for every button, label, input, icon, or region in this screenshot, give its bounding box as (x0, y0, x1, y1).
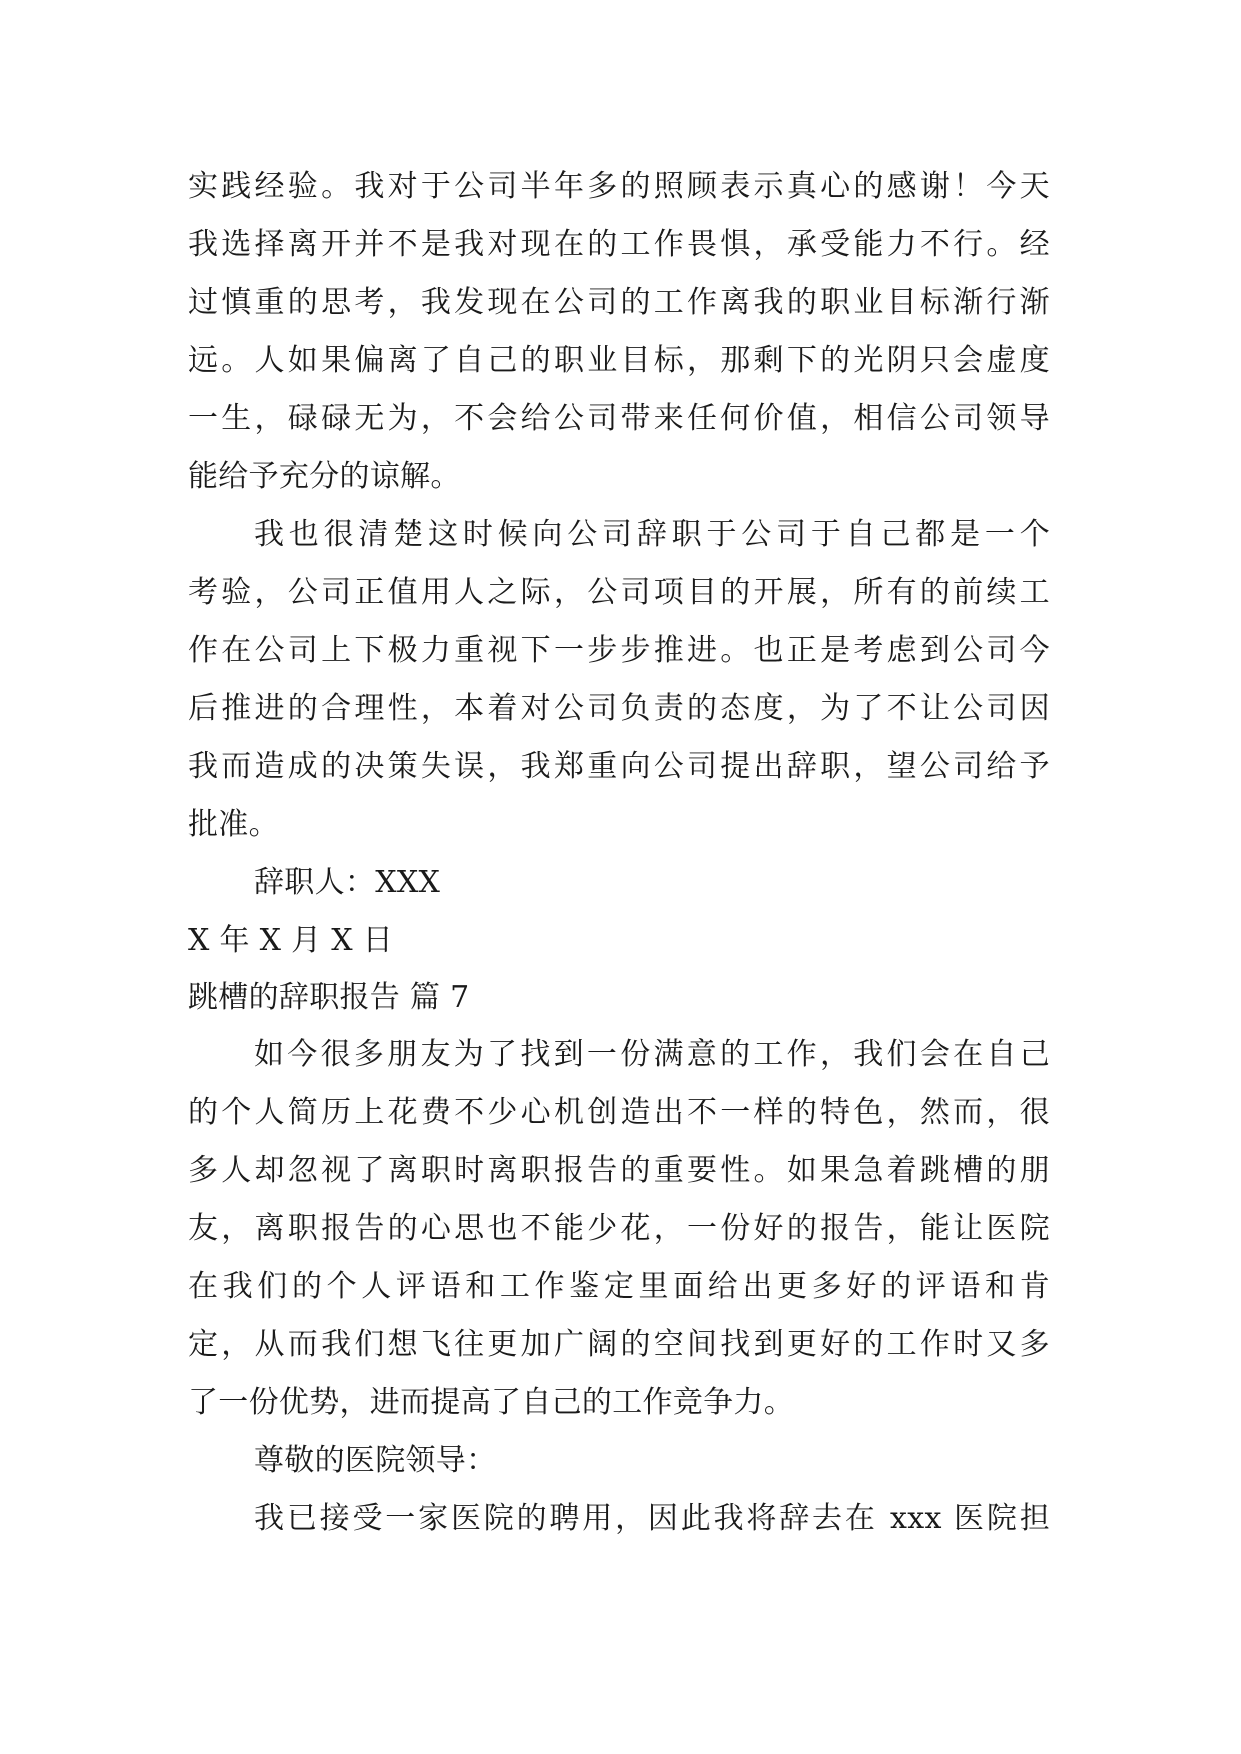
text-line: 能给予充分的谅解。 (188, 459, 461, 494)
signer-line: 辞职人：XXX (254, 865, 441, 900)
text-line: 批准。 (188, 807, 279, 842)
text-line: 我选择离开并不是我对现在的工作畏惧，承受能力不行。经 (188, 227, 1050, 262)
text-line: 我也很清楚这时候向公司辞职于公司于自己都是一个 (254, 517, 1050, 552)
text-line: 实践经验。我对于公司半年多的照顾表示真心的感谢！今天 (188, 169, 1050, 204)
text-line: 一生，碌碌无为，不会给公司带来任何价值，相信公司领导 (188, 401, 1050, 436)
text-line: 的个人简历上花费不少心机创造出不一样的特色，然而，很 (188, 1095, 1050, 1130)
paragraph-gratitude (188, 158, 1050, 506)
paragraph-letter-body (188, 1490, 1050, 1548)
date-line: X 年 X 月 X 日 (188, 923, 394, 958)
paragraph-reason (188, 506, 1050, 854)
text-line: 考验，公司正值用人之际，公司项目的开展，所有的前续工 (188, 575, 1050, 610)
text-line: 了一份优势，进而提高了自己的工作竞争力。 (188, 1385, 794, 1420)
text-line: 多人却忽视了离职时离职报告的重要性。如果急着跳槽的朋 (188, 1153, 1050, 1188)
text-line: 远。人如果偏离了自己的职业目标，那剩下的光阴只会虚度 (188, 343, 1050, 378)
section-heading: 跳槽的辞职报告 篇 7 (188, 980, 470, 1015)
text-line: 定，从而我们想飞往更加广阔的空间找到更好的工作时又多 (188, 1327, 1050, 1362)
text-line: 我而造成的决策失误，我郑重向公司提出辞职，望公司给予 (188, 749, 1050, 784)
text-line: 我已接受一家医院的聘用，因此我将辞去在 xxx 医院担 (254, 1501, 1050, 1536)
text-line: 过慎重的思考，我发现在公司的工作离我的职业目标渐行渐 (188, 285, 1050, 320)
text-line: 作在公司上下极力重视下一步步推进。也正是考虑到公司今 (188, 633, 1050, 668)
text-line: 友，离职报告的心思也不能少花，一份好的报告，能让医院 (188, 1211, 1050, 1246)
text-line: 后推进的合理性，本着对公司负责的态度，为了不让公司因 (188, 691, 1050, 726)
text-line: 如今很多朋友为了找到一份满意的工作，我们会在自己 (254, 1037, 1050, 1072)
paragraph-intro (188, 1026, 1050, 1432)
document-body (188, 158, 1050, 1548)
text-line: 在我们的个人评语和工作鉴定里面给出更多好的评语和肯 (188, 1269, 1050, 1304)
salutation-line: 尊敬的医院领导： (254, 1443, 497, 1478)
